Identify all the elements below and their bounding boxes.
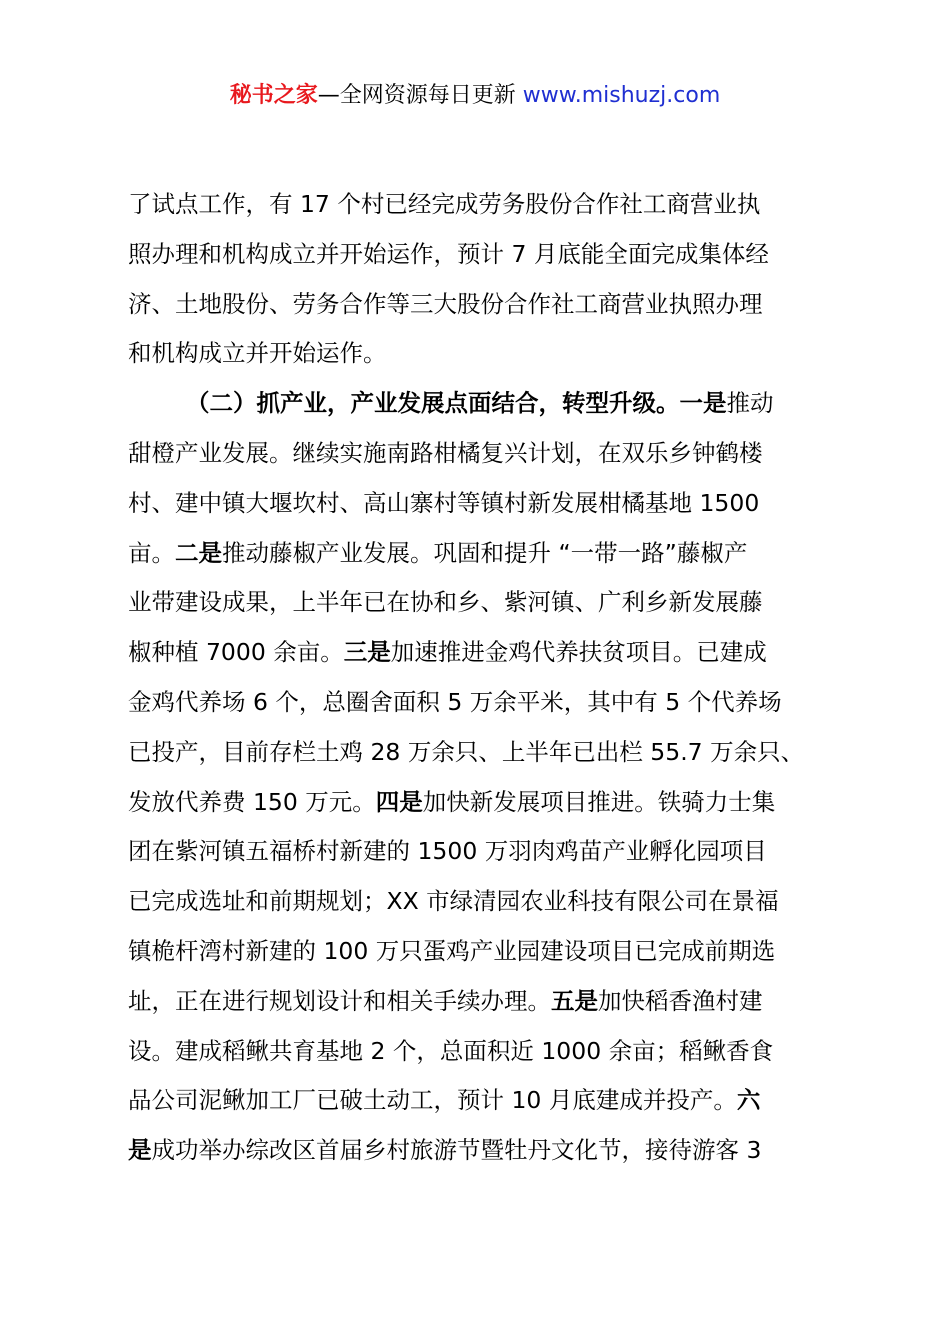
text-segment: 镇桅杆湾村新建的 100 万只蛋鸡产业园建设项目已完成前期选 (128, 936, 776, 965)
text-line (128, 628, 848, 678)
bold-keyword: 五是 (551, 986, 598, 1015)
text-segment: 发放代养费 150 万元。 (128, 787, 376, 816)
bold-keyword: 四是 (375, 787, 423, 816)
text-segment: 照办理和机构成立并开始运作，预计 7 月底能全面完成集体经 (128, 239, 769, 268)
text-line (128, 329, 848, 379)
text-line (128, 678, 848, 728)
header-url-link[interactable]: www.mishuzj.com (522, 83, 721, 108)
section-heading-line (128, 379, 848, 429)
text-line (128, 529, 848, 579)
text-segment: 推动藤椒产业发展。巩固和提升 “一带一路”藤椒产 (222, 538, 748, 567)
bold-keyword: 是 (128, 1136, 152, 1165)
section-heading: （二）抓产业，产业发展点面结合，转型升级。一是 (186, 389, 727, 418)
text-line (128, 1126, 848, 1176)
bold-keyword: 三是 (343, 638, 391, 667)
text-line (128, 479, 848, 529)
text-segment: 甜橙产业发展。继续实施南路柑橘复兴计划，在双乐乡钟鹤楼 (128, 438, 763, 467)
text-line (128, 578, 848, 628)
text-segment: 设。建成稻鳅共育基地 2 个，总面积近 1000 余亩；稻鳅香食 (128, 1036, 774, 1065)
text-line (128, 728, 848, 778)
text-segment: 加快新发展项目推进。铁骑力士集 (422, 787, 776, 816)
bold-keyword: 六 (736, 1086, 761, 1115)
text-line (128, 827, 848, 877)
text-segment: 椒种植 7000 余亩。 (128, 638, 344, 667)
text-segment: 了试点工作，有 17 个村已经完成劳务股份合作社工商营业执 (128, 190, 761, 218)
text-segment: 村、建中镇大堰坎村、高山寨村等镇村新发展柑橘基地 1500 (128, 488, 760, 517)
header-tagline: —全网资源每日更新 (317, 83, 516, 108)
text-segment: 济、土地股份、劳务合作等三大股份合作社工商营业执照办理 (128, 289, 763, 318)
text-line (128, 877, 848, 927)
text-line (128, 778, 848, 828)
text-segment: 已完成选址和前期规划；XX 市绿清园农业科技有限公司在景福 (128, 887, 779, 916)
text-line (128, 1076, 848, 1126)
document-body (128, 180, 848, 1176)
text-segment: 成功举办综改区首届乡村旅游节暨牡丹文化节，接待游客 3 (151, 1136, 762, 1165)
text-line (128, 180, 848, 230)
text-line (128, 429, 848, 479)
page-header (0, 80, 950, 112)
text-line (128, 927, 848, 977)
text-line (128, 977, 848, 1027)
brand-name: 秘书之家 (229, 83, 318, 108)
text-segment: 址，正在进行规划设计和相关手续办理。 (128, 986, 551, 1015)
text-segment: 金鸡代养场 6 个，总圈舍面积 5 万余平米，其中有 5 个代养场 (128, 687, 782, 716)
text-line (128, 230, 848, 280)
text-segment: 加快稻香渔村建 (598, 986, 763, 1015)
text-segment: 推动 (726, 389, 774, 418)
text-segment: 团在紫河镇五福桥村新建的 1500 万羽肉鸡苗产业孵化园项目 (128, 837, 767, 866)
text-segment: 和机构成立并开始运作。 (128, 339, 387, 368)
text-segment: 加速推进金鸡代养扶贫项目。已建成 (390, 638, 767, 667)
text-segment: 已投产，目前存栏土鸡 28 万余只、上半年已出栏 55.7 万余只、 (128, 737, 805, 766)
text-segment: 品公司泥鳅加工厂已破土动工，预计 10 月底建成并投产。 (128, 1086, 737, 1115)
text-segment: 亩。 (128, 538, 175, 567)
bold-keyword: 二是 (175, 538, 222, 567)
text-line (128, 280, 848, 330)
text-segment: 业带建设成果，上半年已在协和乡、紫河镇、广利乡新发展藤 (128, 588, 763, 617)
text-line (128, 1027, 848, 1077)
